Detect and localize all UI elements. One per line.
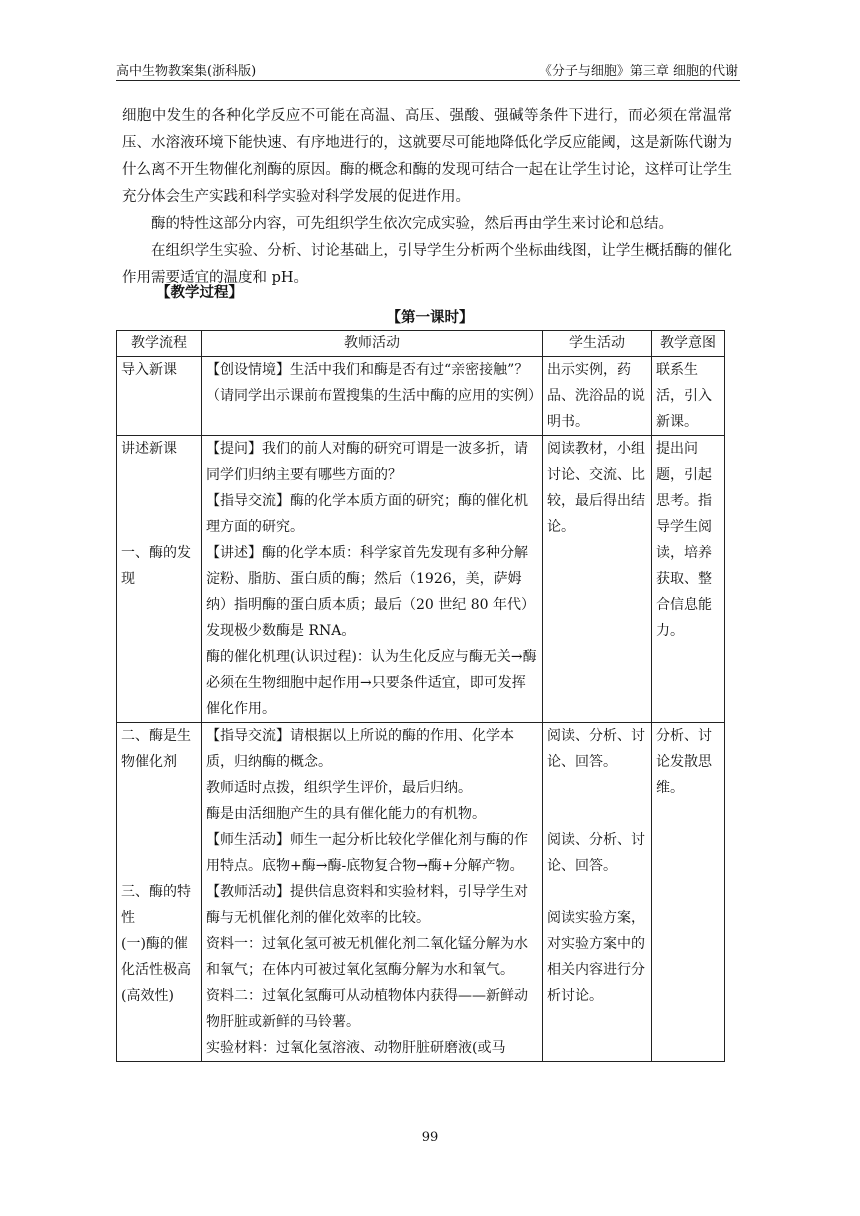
teacher-text: 酶是由活细胞产生的具有催化能力的有机物。 [206,806,486,822]
cell-flow [117,723,202,1062]
table-row [117,436,725,723]
page-number: 99 [421,1130,439,1145]
cell-intent: 提出问题，引起思考。指导学生阅读，培养获取、整合信息能力。 [652,436,725,723]
teacher-text: 实验材料：过氧化氢溶液、动物肝脏研磨液(或马 [206,1040,506,1056]
cell-flow: 导入新课 [117,357,202,436]
teacher-text: 【指导交流】请根据以上所说的酶的作用、化学本质，归纳酶的概念。 [206,728,514,770]
table-row [117,357,725,436]
header-teacher: 教师活动 [202,331,543,357]
teacher-text: 资料一：过氧化氢可被无机催化剂二氧化锰分解为水和氧气；在体内可被过氧化氢酶分解为水和氧气。 [206,936,528,978]
flow-label: 一、酶的发现 [121,545,191,587]
header-intent: 教学意图 [652,331,725,357]
student-text: 阅读实验方案，对实验方案中的相关内容进行分析讨论。 [547,910,645,1004]
teacher-text: 【讲述】酶的化学本质：科学家首先发现有多种分解淀粉、脂肪、蛋白质的酶；然后（1926，美，萨姆纳）指明酶的蛋白质本质；最后（20 世纪 80 年代）发现极少数酶是 RNA。 [206,545,535,639]
intro-paragraph-2: 酶的特性这部分内容，可先组织学生依次完成实验，然后再由学生来讨论和总结。 [151,216,673,232]
header-flow: 教学流程 [117,331,202,357]
flow-label: 二、酶是生物催化剂 [121,728,191,770]
flow-label: 讲述新课 [121,441,177,457]
page-header [116,58,740,81]
intro-paragraph-3: 在组织学生实验、分析、讨论基础上，引导学生分析两个坐标曲线图，让学生概括酶的催化作用需要适宜的温度和 pH。 [122,243,732,286]
student-text: 阅读、分析、讨论、回答。 [547,728,645,770]
header-student: 学生活动 [543,331,652,357]
teacher-text: 酶的催化机理(认识过程)：认为生化反应与酶无关→酶必须在生物细胞中起作用→只要条件适宜，即可发挥催化作用。 [206,649,537,717]
cell-student [543,723,652,1062]
table-header-row [117,331,725,357]
cell-student: 出示实例，药品、洗浴品的说明书。 [543,357,652,436]
teacher-text: 资料二：过氧化氢酶可从动植物体内获得——新鲜动物肝脏或新鲜的马铃薯。 [206,988,528,1030]
intro-paragraph-1: 细胞中发生的各种化学反应不可能在高温、高压、强酸、强碱等条件下进行，而必须在常温常压、水溶液环境下能快速、有序地进行的，这就要尽可能地降低化学反应能阈，这是新陈代谢为什么离不开生物催化剂酶的原因。酶的概念和酶的发现可结合一起在让学生讨论，这样可让学生充分体会生产实践和科学实验对科学发展的促进作用。 [122,108,732,205]
teacher-text: 【教师活动】提供信息资料和实验材料，引导学生对酶与无机催化剂的催化效率的比较。 [206,884,528,926]
cell-intent: 联系生活，引入新课。 [652,357,725,436]
flow-label: (一)酶的催化活性极高(高效性) [121,936,191,1004]
student-text: 阅读、分析、讨论、回答。 [547,832,645,874]
teacher-text: 教师适时点拨，组织学生评价，最后归纳。 [206,780,472,796]
lesson-table [116,330,725,1062]
header-chapter-title: 《分子与细胞》第三章 细胞的代谢 [538,64,738,79]
teacher-text: 【指导交流】酶的化学本质方面的研究；酶的催化机理方面的研究。 [206,493,528,535]
teacher-text: 【师生活动】师生一起分析比较化学催化剂与酶的作用特点。底物+酶→酶-底物复合物→酶+分解产物。 [206,832,528,874]
cell-intent: 分析、讨论发散思维。 [652,723,725,1062]
flow-label: 三、酶的特性 [121,884,191,926]
cell-teacher [202,723,543,1062]
teacher-text: 【提问】我们的前人对酶的研究可谓是一波多折，请同学们归纳主要有哪些方面的？ [206,441,528,483]
intro-text [122,103,732,292]
lesson-title: 【第一课时】 [386,309,474,326]
cell-student: 阅读教材，小组讨论、交流、比较，最后得出结论。 [543,436,652,723]
cell-flow [117,436,202,723]
cell-teacher: 【创设情境】生活中我们和酶是否有过“亲密接触”？（请同学出示课前布置搜集的生活中酶的应用的实例） [202,357,543,436]
cell-teacher [202,436,543,723]
table-row [117,723,725,1062]
header-book-title: 高中生物教案集(浙科版) [116,64,257,79]
section-title: 【教学过程】 [156,284,243,301]
